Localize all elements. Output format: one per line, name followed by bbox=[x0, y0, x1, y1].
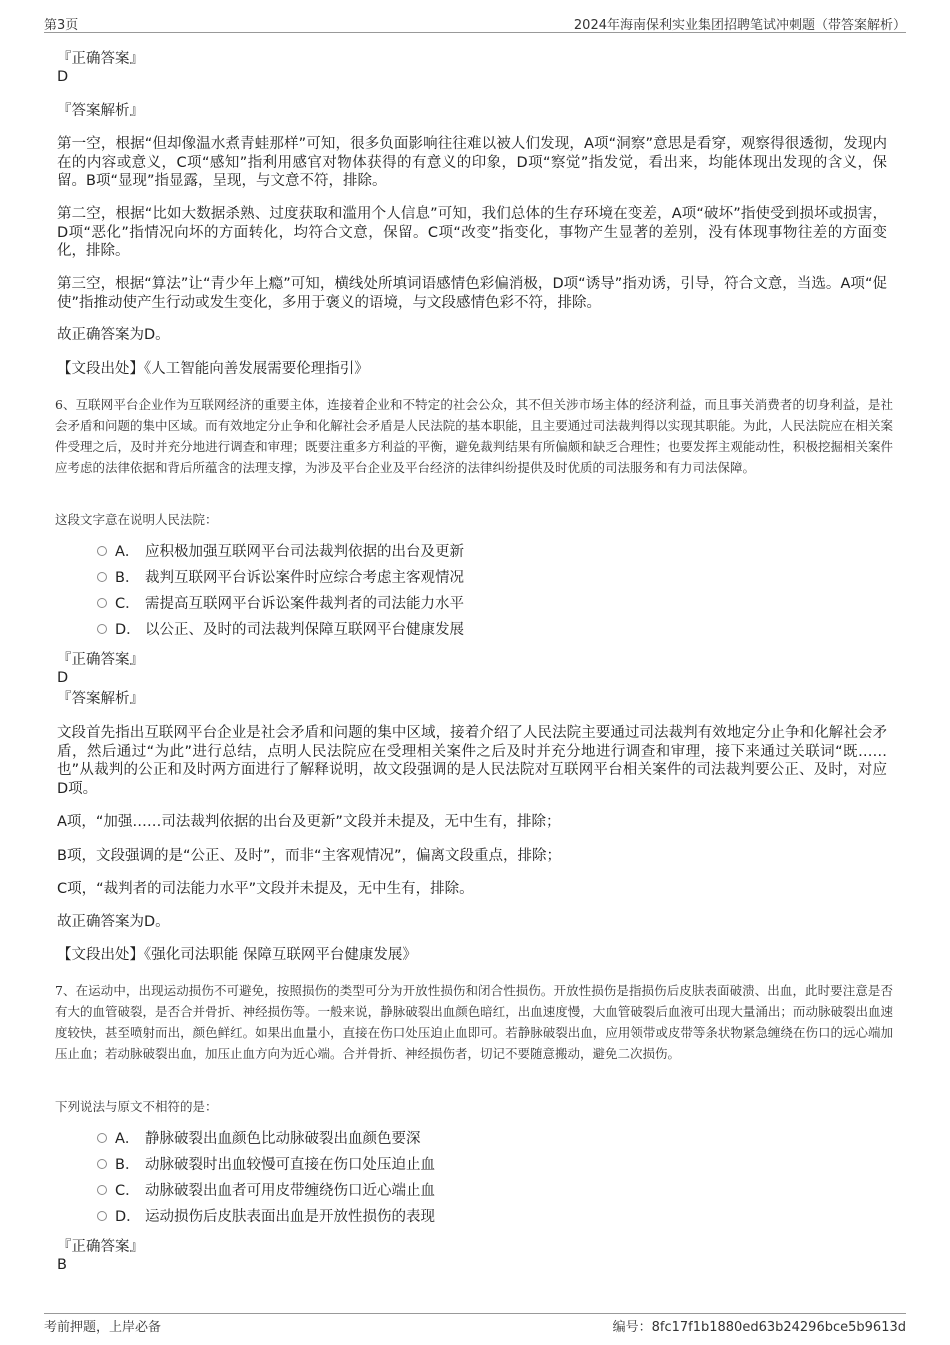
q7-answer-label: 『正确答案』 bbox=[57, 1239, 144, 1255]
q7-option-d[interactable]: D． 运动损伤后皮肤表面出血是开放性损伤的表现 bbox=[97, 1207, 435, 1227]
q6-option-b[interactable]: B． 裁判互联网平台诉讼案件时应综合考虑主客观情况 bbox=[97, 568, 464, 588]
q5-analysis-para1: 第一空，根据“但却像温水煮青蛙那样”可知，很多负面影响往往难以被人们发现，A项“洞察”意思是看穿，观察得很透彻，发现内在的内容或意义，C项“感知”指利用感官对物体获得的有意义的印象，D项“察觉”指发觉，看出来，均能体现出发现的含义，保留。B项“显现”指显露，呈现，与文意不符，排除。 bbox=[57, 136, 887, 189]
q5-source: 【文段出处】《人工智能向善发展需要伦理指引》 bbox=[57, 361, 369, 377]
q5-answer: D bbox=[57, 69, 69, 85]
page-header bbox=[44, 10, 906, 33]
radio-icon[interactable] bbox=[97, 1133, 107, 1143]
radio-icon[interactable] bbox=[97, 624, 107, 634]
q6-answer-label: 『正确答案』 bbox=[57, 652, 144, 668]
q7-question-text: 7、在运动中，出现运动损伤不可避免，按照损伤的类型可分为开放性损伤和闭合性损伤。开放性损伤是指损伤后皮肤表面破溃、出血，此时要注意是否有大的血管破裂，是否合并骨折、神经损伤等。一般来说，静脉破裂出血颜色暗红，出血速度慢，大血管破裂后血液可出现大量涌出；而动脉破裂出血速度较快，甚至喷射而出，颜色鲜红。如果出血量小，直接在伤口处压迫止血即可。若静脉破裂出血，应用领带或皮带等条状物紧急缠绕在伤口的远心端加压止血；若动脉破裂出血，加压止血方向为近心端。合并骨折、神经损伤者，切记不要随意搬动，避免二次损伤。 bbox=[55, 983, 893, 1061]
q6-answer: D bbox=[57, 670, 69, 686]
q6-analysis-para1: 文段首先指出互联网平台企业是社会矛盾和问题的集中区域，接着介绍了人民法院主要通过司法裁判有效地定分止争和化解社会矛盾，然后通过“为此”进行总结，点明人民法院应在受理相关案件之后及时并充分地进行调查和审理，接下来通过关联词“既……也”从裁判的公正和及时两方面进行了解释说明，故文段强调的是人民法院对互联网平台相关案件的司法裁判要公正、及时，对应D项。 bbox=[57, 725, 887, 797]
q6-analysis-option-c: C项，“裁判者的司法能力水平”文段并未提及，无中生有，排除。 bbox=[57, 881, 474, 897]
q6-option-d[interactable]: D． 以公正、及时的司法裁判保障互联网平台健康发展 bbox=[97, 620, 464, 640]
radio-icon[interactable] bbox=[97, 598, 107, 608]
q5-analysis-label: 『答案解析』 bbox=[57, 103, 144, 119]
q5-conclusion: 故正确答案为D。 bbox=[57, 327, 170, 343]
page-footer bbox=[44, 1313, 906, 1336]
radio-icon[interactable] bbox=[97, 572, 107, 582]
q6-analysis-label: 『答案解析』 bbox=[57, 691, 144, 707]
q6-analysis-option-b: B项，文段强调的是“公正、及时”，而非“主客观情况”，偏离文段重点，排除； bbox=[57, 848, 561, 864]
radio-icon[interactable] bbox=[97, 1185, 107, 1195]
q7-option-b[interactable]: B． 动脉破裂时出血较慢可直接在伤口处压迫止血 bbox=[97, 1155, 435, 1175]
q5-answer-label: 『正确答案』 bbox=[57, 51, 144, 67]
document-title: 2024年海南保利实业集团招聘笔试冲刺题（带答案解析） bbox=[573, 18, 906, 33]
page-number: 第3页 bbox=[44, 18, 79, 33]
radio-icon[interactable] bbox=[97, 1211, 107, 1221]
q6-analysis-option-a: A项，“加强……司法裁判依据的出台及更新”文段并未提及，无中生有，排除； bbox=[57, 814, 561, 830]
q6-option-a[interactable]: A． 应积极加强互联网平台司法裁判依据的出台及更新 bbox=[97, 542, 464, 562]
document-id: 编号：8fc17f1b1880ed63b24296bce5b9613d bbox=[612, 1320, 906, 1335]
q6-conclusion: 故正确答案为D。 bbox=[57, 914, 170, 930]
q6-option-c[interactable]: C． 需提高互联网平台诉讼案件裁判者的司法能力水平 bbox=[97, 594, 464, 614]
q7-option-a[interactable]: A． 静脉破裂出血颜色比动脉破裂出血颜色要深 bbox=[97, 1129, 421, 1149]
radio-icon[interactable] bbox=[97, 1159, 107, 1169]
q6-stem: 这段文字意在说明人民法院： bbox=[55, 512, 218, 527]
q5-analysis-para3: 第三空，根据“算法”让“青少年上瘾”可知，横线处所填词语感情色彩偏消极，D项“诱导”指劝诱，引导，符合文意，当选。A项“促使”指推动使产生行动或发生变化，多用于褒义的语境，与文段感情色彩不符，排除。 bbox=[57, 276, 887, 311]
radio-icon[interactable] bbox=[97, 546, 107, 556]
q6-question-text: 6、互联网平台企业作为互联网经济的重要主体，连接着企业和不特定的社会公众，其不但关涉市场主体的经济利益，而且事关消费者的切身利益，是社会矛盾和问题的集中区域。而有效地定分止争和化解社会矛盾是人民法院的基本职能，且主要通过司法裁判得以实现其职能。为此，人民法院应在相关案件受理之后，及时并充分地进行调查和审理；既要注重多方利益的平衡，避免裁判结果有所偏颇和缺乏合理性；也要发挥主观能动性，积极挖掘相关案件应考虑的法律依据和背后所蕴含的法理支撑，为涉及平台企业及平台经济的法律纠纷提供及时优质的司法服务和有力司法保障。 bbox=[55, 397, 893, 475]
footer-slogan: 考前押题，上岸必备 bbox=[44, 1320, 162, 1335]
q7-answer: B bbox=[57, 1257, 67, 1273]
q5-analysis-para2: 第二空，根据“比如大数据杀熟、过度获取和滥用个人信息”可知，我们总体的生存环境在变差，A项“破坏”指使受到损坏或损害，D项“恶化”指情况向坏的方面转化，均符合文意，保留。C项“改变”指变化，事物产生显著的差别，没有体现事物往差的方面变化，排除。 bbox=[57, 206, 887, 259]
q6-source: 【文段出处】《强化司法职能 保障互联网平台健康发展》 bbox=[57, 947, 417, 963]
q7-stem: 下列说法与原文不相符的是： bbox=[55, 1099, 218, 1114]
q7-option-c[interactable]: C． 动脉破裂出血者可用皮带缠绕伤口近心端止血 bbox=[97, 1181, 435, 1201]
